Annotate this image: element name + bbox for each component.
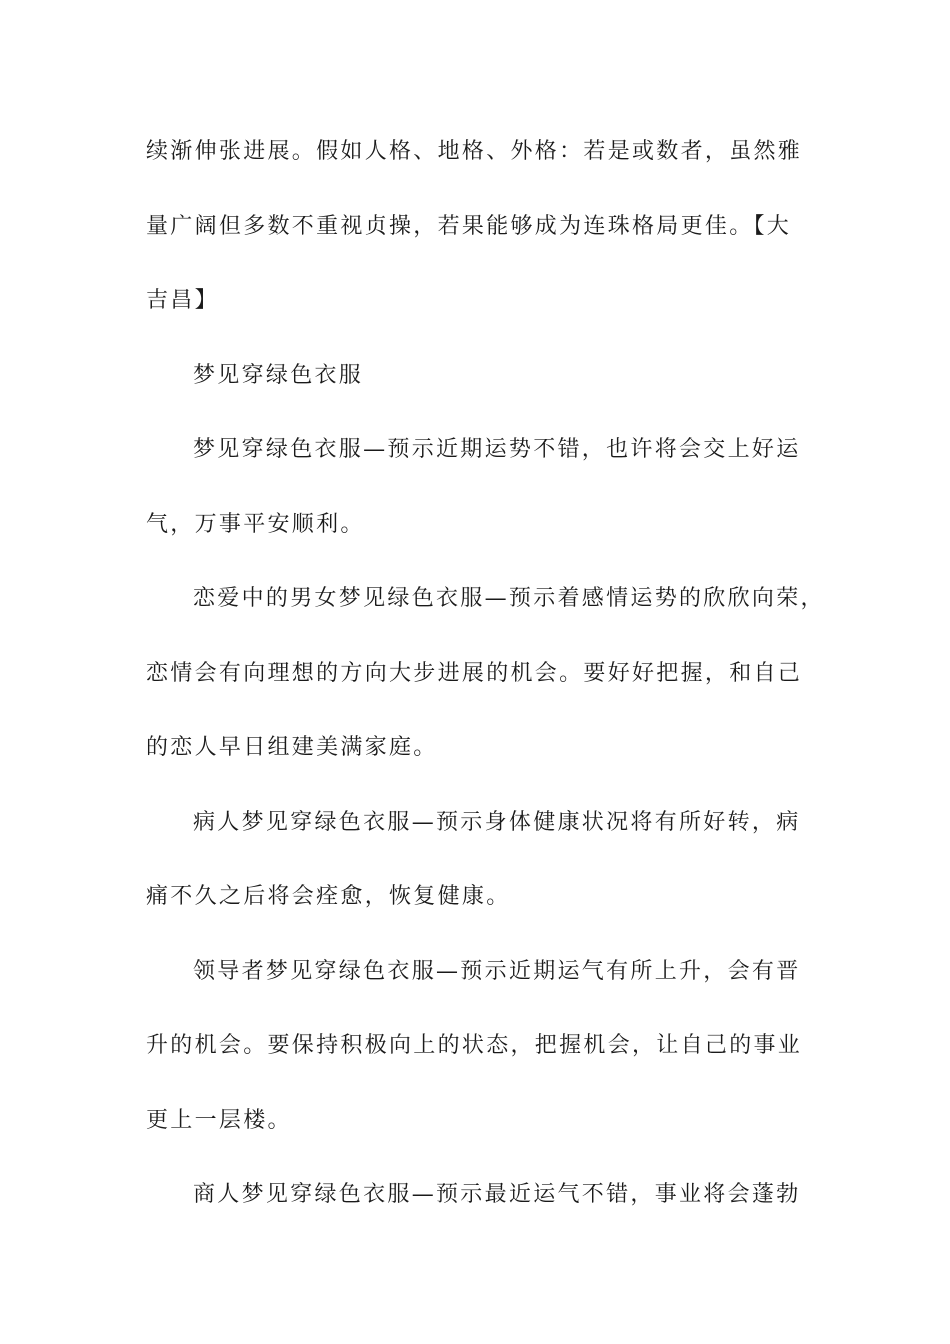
paragraph-line: 气，万事平安顺利。 xyxy=(146,512,365,537)
paragraph-line: 领导者梦见穿绿色衣服—预示近期运气有所上升，会有晋 xyxy=(193,959,801,984)
paragraph-line: 更上一层楼。 xyxy=(146,1108,292,1133)
section-heading: 梦见穿绿色衣服 xyxy=(193,363,364,388)
paragraph-line: 量广阔但多数不重视贞操，若果能够成为连珠格局更佳。【大 xyxy=(146,214,792,239)
paragraph-line: 痛不久之后将会痊愈，恢复健康。 xyxy=(146,884,511,909)
paragraph-line: 恋爱中的男女梦见绿色衣服—预示着感情运势的欣欣向荣， xyxy=(193,586,825,611)
paragraph-line: 商人梦见穿绿色衣服—预示最近运气不错，事业将会蓬勃 xyxy=(193,1182,801,1207)
paragraph-line: 续渐伸张进展。假如人格、地格、外格：若是或数者，虽然雅 xyxy=(146,139,803,164)
paragraph-line: 恋情会有向理想的方向大步进展的机会。要好好把握，和自己 xyxy=(146,661,803,686)
paragraph-line: 的恋人早日组建美满家庭。 xyxy=(146,735,438,760)
paragraph-line: 病人梦见穿绿色衣服—预示身体健康状况将有所好转，病 xyxy=(193,810,801,835)
paragraph-line: 梦见穿绿色衣服—预示近期运势不错，也许将会交上好运 xyxy=(193,437,801,462)
paragraph-line: 升的机会。要保持积极向上的状态，把握机会，让自己的事业 xyxy=(146,1033,803,1058)
paragraph-line: 吉昌】 xyxy=(146,288,219,313)
